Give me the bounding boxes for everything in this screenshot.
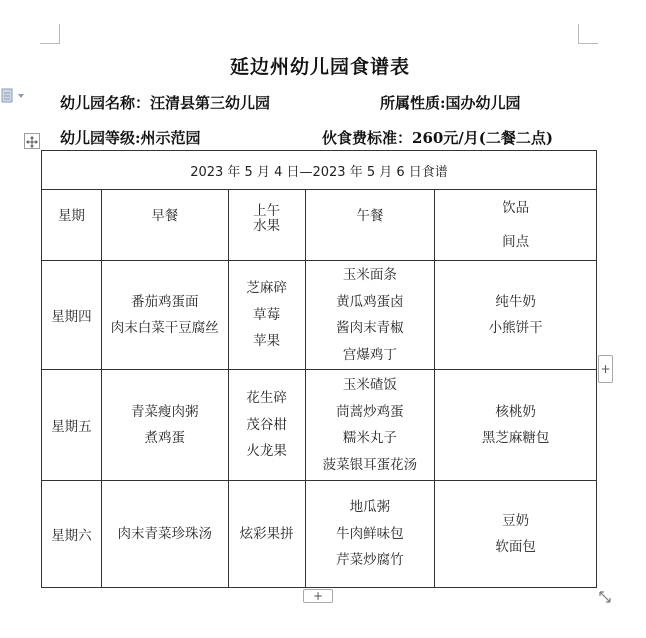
lunch-cell (305, 261, 435, 370)
menu-item: 小熊饼干 (488, 320, 543, 336)
menu-item: 玉米碴饭 (342, 377, 397, 393)
menu-item: 火龙果 (246, 443, 287, 460)
menu-item: 豆奶 (502, 512, 530, 529)
menu-item: 青菜瘦肉粥 (131, 403, 199, 420)
menu-item: 宫爆鸡丁 (342, 346, 397, 363)
header-lunch: 午餐 (305, 190, 435, 261)
menu-item: 核桃奶 (495, 403, 536, 420)
weekday-cell: 星期五 (42, 370, 102, 481)
menu-item: 草莓 (253, 306, 281, 323)
menu-item: 软面包 (495, 539, 536, 555)
menu-item: 茼蒿炒鸡蛋 (336, 403, 404, 420)
header-fruit (228, 190, 305, 261)
page-corner-mark-top-right (578, 24, 598, 44)
lunch-cell (305, 481, 435, 588)
fruit-cell (228, 481, 305, 588)
page-corner-mark-top-left (40, 24, 60, 44)
menu-item: 苹果 (253, 333, 281, 350)
header-drink (435, 190, 597, 261)
menu-item: 芹菜炒腐竹 (336, 552, 404, 569)
table-row (42, 261, 597, 370)
meal-fee-standard: 伙食费标准：260元/月(二餐二点) (322, 129, 553, 147)
menu-item: 糯米丸子 (342, 430, 397, 446)
weekday-cell: 星期四 (42, 261, 102, 370)
header-drink-line2: 间点 (502, 234, 530, 250)
ownership-type: 所属性质:国办幼儿园 (380, 94, 521, 112)
menu-item: 地瓜粥 (349, 499, 391, 516)
drink-cell (435, 261, 597, 370)
menu-item: 菠菜银耳蛋花汤 (322, 456, 418, 473)
breakfast-cell (101, 261, 228, 370)
menu-item: 芝麻碎 (246, 280, 287, 297)
menu-item: 煮鸡蛋 (144, 430, 186, 446)
menu-item: 黑芝麻糖包 (481, 430, 550, 446)
kindergarten-name: 幼儿园名称：汪清县第三幼儿园 (60, 94, 271, 112)
header-drink-line1: 饮品 (502, 200, 530, 216)
document-icon[interactable] (0, 88, 26, 104)
header-fruit-line2: 水果 (253, 218, 281, 234)
menu-item: 黄瓜鸡蛋卤 (336, 293, 404, 310)
menu-item: 纯牛奶 (495, 293, 536, 310)
menu-item: 番茄鸡蛋面 (131, 293, 199, 310)
breakfast-cell (101, 481, 228, 588)
header-row (42, 190, 597, 261)
lunch-cell (305, 370, 435, 481)
menu-item: 酱肉末青椒 (336, 320, 404, 336)
table-row (42, 481, 597, 588)
add-row-button[interactable]: + (303, 589, 333, 603)
drink-cell (435, 370, 597, 481)
menu-item: 炫彩果拼 (239, 525, 294, 542)
page-title: 延边州幼儿园食谱表 (229, 56, 410, 78)
fruit-cell (228, 261, 305, 370)
drink-cell (435, 481, 597, 588)
breakfast-cell (101, 370, 228, 481)
fruit-cell (228, 370, 305, 481)
menu-item: 肉末白菜干豆腐丝 (110, 320, 219, 336)
table-resize-handle-icon[interactable] (597, 589, 613, 605)
menu-item: 花生碎 (246, 390, 287, 407)
header-weekday: 星期 (42, 190, 102, 261)
header-breakfast: 早餐 (101, 190, 228, 261)
table-move-handle-icon[interactable] (24, 133, 40, 149)
date-range: 2023 年 5 月 4 日—2023 年 5 月 6 日食谱 (42, 151, 597, 190)
menu-item: 肉末青菜珍珠汤 (117, 525, 213, 542)
menu-table (41, 150, 597, 588)
kindergarten-level: 幼儿园等级:州示范园 (60, 129, 201, 147)
weekday-cell: 星期六 (42, 481, 102, 588)
menu-item: 茂谷柑 (246, 416, 287, 433)
date-row (42, 151, 597, 190)
header-fruit-line1: 上午 (253, 203, 281, 219)
table-row (42, 370, 597, 481)
menu-item: 牛肉鲜味包 (336, 525, 404, 542)
add-column-button[interactable]: + (598, 355, 613, 383)
menu-item: 玉米面条 (342, 267, 397, 283)
